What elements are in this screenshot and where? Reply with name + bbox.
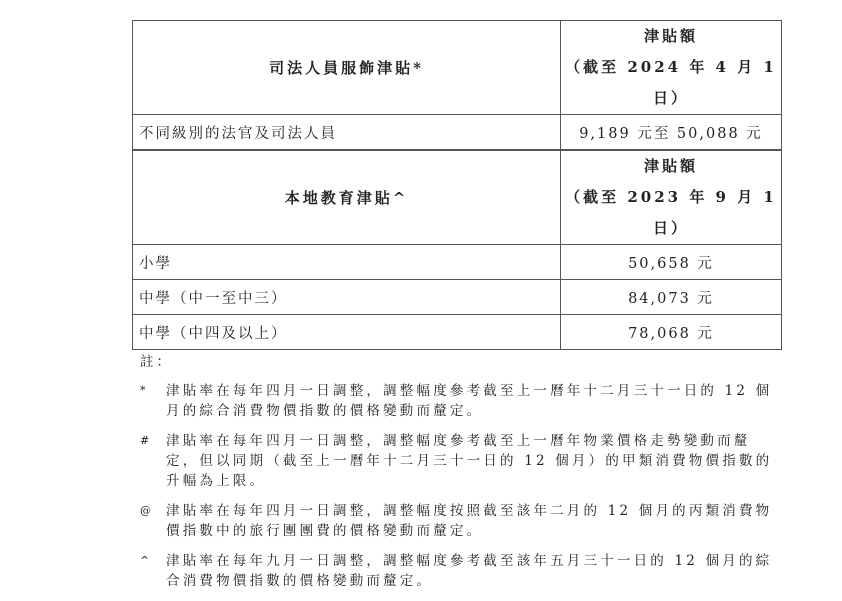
table1-header-right-line1: 津貼額	[643, 27, 698, 45]
table2-row-value: 78,068 元	[561, 315, 782, 350]
table2-row-label: 中學（中一至中三）	[133, 280, 561, 315]
table-row	[133, 280, 782, 315]
note-symbol: ^	[140, 554, 150, 567]
note-item	[140, 431, 780, 491]
note-text: 津貼率在每年四月一日調整，調整幅度參考截至上一曆年十二月三十一日的 12 個月的綜合消費物價指數的價格變動而釐定。	[166, 383, 773, 419]
note-symbol: #	[140, 434, 150, 447]
judicial-dress-allowance-table	[132, 20, 782, 150]
table1-row-value: 9,189 元至 50,088 元	[561, 115, 782, 150]
note-symbol: @	[140, 504, 151, 517]
table2-header-right-line2: （截至 2023 年 9 月 1 日）	[565, 188, 777, 237]
note-symbol: *	[140, 384, 146, 397]
table2-row-label: 小學	[133, 245, 561, 280]
note-item	[140, 501, 780, 541]
notes-title: 註：	[140, 354, 173, 370]
table1-header-right	[561, 21, 782, 115]
note-text: 津貼率在每年四月一日調整，調整幅度參考截至上一曆年物業價格走勢變動而釐定，但以同期（截至上一曆年十二月三十一日的 12 個月）的甲類消費物價指數的升幅為上限。	[166, 433, 773, 489]
table2-row-value: 50,658 元	[561, 245, 782, 280]
table1-header-left: 司法人員服飾津貼*	[133, 21, 561, 115]
local-education-allowance-table	[132, 150, 782, 350]
table-row	[133, 115, 782, 150]
table2-header-right-line1: 津貼額	[643, 157, 698, 175]
table2-header-right	[561, 151, 782, 245]
table-row	[133, 315, 782, 350]
note-item	[140, 551, 780, 591]
table2-row-value: 84,073 元	[561, 280, 782, 315]
note-text: 津貼率在每年九月一日調整，調整幅度參考截至該年五月三十一日的 12 個月的綜合消費物價指數的價格變動而釐定。	[166, 553, 773, 589]
table1-row-label: 不同級別的法官及司法人員	[133, 115, 561, 150]
note-item	[140, 381, 780, 421]
note-text: 津貼率在每年四月一日調整，調整幅度按照截至該年二月的 12 個月的丙類消費物價指數中的旅行團團費的價格變動而釐定。	[166, 503, 773, 539]
notes-section	[140, 350, 780, 601]
table2-header-left: 本地教育津貼^	[133, 151, 561, 245]
table-row	[133, 245, 782, 280]
table1-header-right-line2: （截至 2024 年 4 月 1 日）	[565, 58, 777, 107]
table2-row-label: 中學（中四及以上）	[133, 315, 561, 350]
